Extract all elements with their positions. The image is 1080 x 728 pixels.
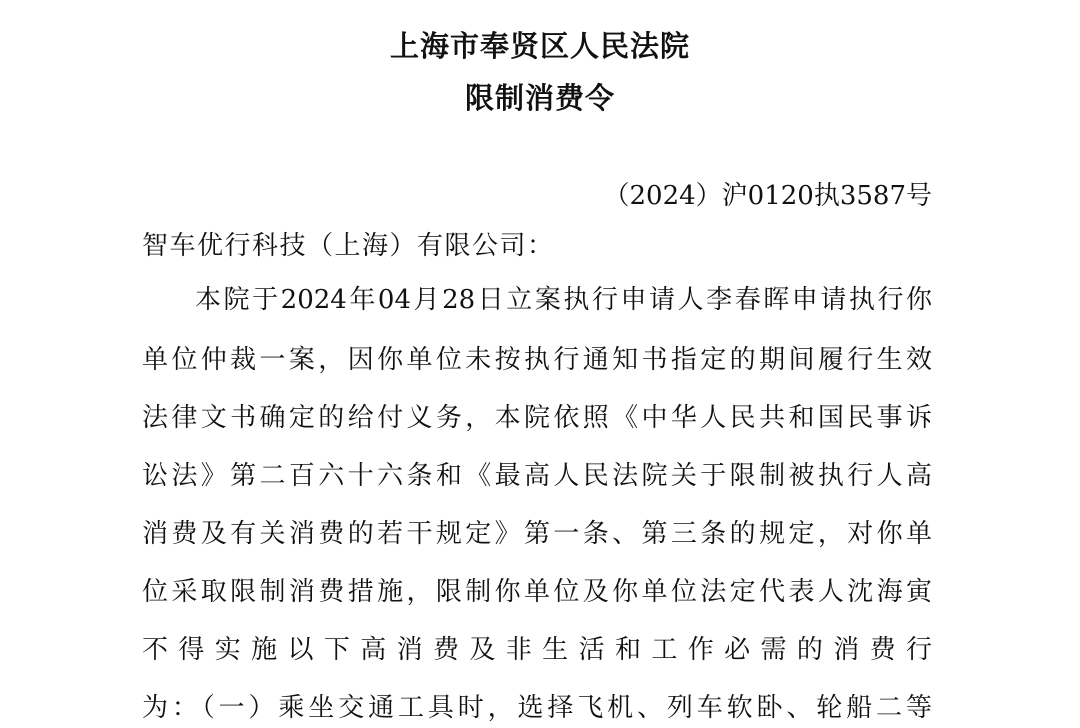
body-line: 不得实施以下高消费及非生活和工作必需的消费行 <box>142 635 932 665</box>
body-line: 消费及有关消费的若干规定》第一条、第三条的规定，对你单 <box>142 519 932 549</box>
body-line: 本院于2024年04月28日立案执行申请人李春晖申请执行你 <box>195 285 932 315</box>
addressee: 智车优行科技（上海）有限公司： <box>142 231 555 261</box>
body-line: 法律文书确定的给付义务，本院依照《中华人民共和国民事诉 <box>142 403 932 433</box>
court-name: 上海市奉贤区人民法院 <box>389 29 690 63</box>
document-title: 限制消费令 <box>464 81 615 115</box>
case-number: （2024）沪0120执3587号 <box>603 181 932 211</box>
body-line: 单位仲裁一案，因你单位未按执行通知书指定的期间履行生效 <box>142 345 932 375</box>
body-line: 位采取限制消费措施，限制你单位及你单位法定代表人沈海寅 <box>142 577 932 607</box>
body-line: 讼法》第二百六十六条和《最高人民法院关于限制被执行人高 <box>142 461 932 491</box>
body-line: 为：（一）乘坐交通工具时，选择飞机、列车软卧、轮船二等 <box>142 693 932 723</box>
